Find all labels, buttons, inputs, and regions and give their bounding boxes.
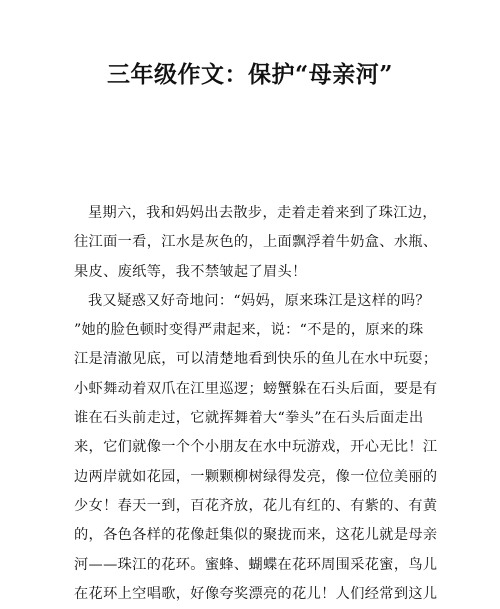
- paragraph-line: 少女！春天一到，百花齐放，花儿有红的、有紫的、有黄: [74, 497, 438, 514]
- paragraph-line: 河——珠江的花环。蜜蜂、蝴蝶在花环周围采花蜜，鸟儿: [74, 556, 438, 573]
- paragraph-line: 的，各色各样的花像赶集似的聚拢而来，这花儿就是母亲: [74, 527, 438, 544]
- paragraph-line: 星期六，我和妈妈出去散步，走着走着来到了珠江边，: [88, 205, 437, 221]
- document-title: 三年级作文：保护“母亲河”: [107, 61, 393, 88]
- paragraph-line: 谁在石头前走过，它就挥舞着大“拳头”在石头后面走出: [74, 410, 424, 427]
- paragraph-line: ”她的脸色顿时变得严肃起来，说：“不是的，原来的珠: [74, 322, 424, 339]
- paragraph-line: 边两岸就如花园，一颗颗柳树绿得发亮，像一位位美丽的: [74, 468, 438, 485]
- paragraph-line: 果皮、废纸等，我不禁皱起了眉头！: [74, 263, 307, 280]
- paragraph-line: 江是清澈见底，可以清楚地看到快乐的鱼儿在水中玩耍；: [74, 351, 438, 368]
- document-body: [74, 199, 438, 609]
- paragraph-line: 小虾舞动着双爪在江里巡逻；螃蟹躲在石头后面，要是有: [74, 380, 438, 397]
- paragraph-line: 在花环上空唱歌，好像夸奖漂亮的花儿！人们经常到这儿: [74, 585, 438, 602]
- paragraph-line: 往江面一看，江水是灰色的，上面飘浮着牛奶盒、水瓶、: [74, 234, 438, 251]
- paragraph-line: 我又疑惑又好奇地问：“妈妈，原来珠江是这样的吗？: [88, 292, 430, 309]
- paragraph-line: 来，它们就像一个个小朋友在水中玩游戏，开心无比！江: [74, 439, 438, 456]
